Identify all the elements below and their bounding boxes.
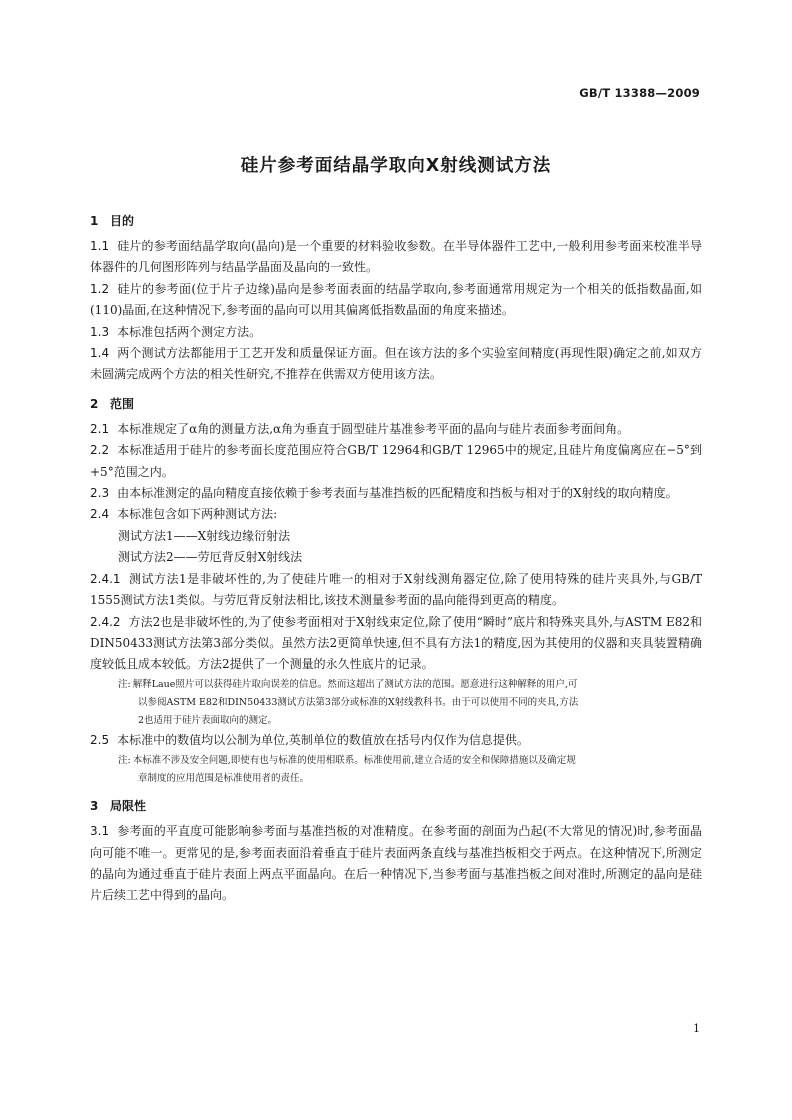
note-1-continued: 2也适用于硅片表面取向的测定。 [138,715,278,727]
clause-number: 1.1 [90,239,110,253]
section-number: 1 [90,214,99,228]
clause-text: 本标准包括两个测定方法。 [117,324,262,339]
clause-text: 本标准规定了α角的测量方法,α角为垂直于圆型硅片基准参考平面的晶向与硅片表面参考面间角。 [117,421,630,436]
clause-2-4 [90,504,702,525]
clause-3-1 [90,821,702,907]
clause-text: 硅片的参考面结晶学取向(晶向)是一个重要的材料验收参数。在半导体器件工艺中,一般利用参考面来校准半导体器件的几何图形阵列与结晶学晶面及晶向的一致性。 [90,239,702,275]
note-1-continued: 以参阅ASTM E82和DIN50433测试方法第3部分或标准的X射线教科书。由于可以使用不同的夹具,方法 [138,696,579,708]
clause-text: 本标准中的数值均以公制为单位,英制单位的数值放在括号内仅作为信息提供。 [117,733,529,748]
clause-text: 硅片的参考面(位于片子边缘)晶向是参考面表面的结晶学取向,参考面通常用规定为一个相关的低指数晶面,如(110)晶面,在这种情况下,参考面的晶向可以用其偏离低指数晶面的角度来描述。 [90,281,702,318]
clause-2-1 [90,419,702,440]
clause-text: 本标准包含如下两种测试方法: [117,507,278,522]
section-heading-1 [90,211,702,231]
section-heading-2 [90,394,702,414]
note-label: 注: [118,678,131,690]
method-item-2: 测试方法2——劳厄背反射X射线法 [118,550,303,565]
clause-2-4-2 [90,612,702,676]
clause-text: 本标准适用于硅片的参考面长度范围应符合GB/T 12964和GB/T 12965中的规定,且硅片角度偏离应在−5°到+5°范围之内。 [90,443,702,479]
clause-2-2 [90,440,702,483]
document-body [90,211,702,907]
clause-number: 2.2 [90,443,110,458]
section-heading-3 [90,796,702,816]
note-2-continued: 章制度的应用范围是标准使用者的责任。 [138,772,310,784]
clause-number: 2.1 [90,421,110,436]
note-text-line: 本标准不涉及安全问题,即使有也与标准的使用相联系。标准使用前,建立合适的安全和保障措施以及确定规 [132,754,576,766]
section-number: 2 [90,396,99,411]
clause-number: 1.4 [90,346,110,361]
clause-1-1 [90,236,702,279]
section-number: 3 [90,799,99,814]
clause-1-3 [90,322,702,343]
document-title: 硅片参考面结晶学取向X射线测试方法 [240,156,552,176]
clause-1-2 [90,279,702,322]
clause-2-4-1 [90,569,702,612]
note-1 [90,676,702,694]
clause-number: 1.2 [90,281,110,296]
note-2 [90,752,702,770]
clause-number: 2.3 [90,486,110,501]
clause-text: 参考面的平直度可能影响参考面与基准挡板的对准精度。在参考面的剖面为凸起(不大常见的情况)时,参考面晶向可能不唯一。更常见的是,参考面表面沿着垂直于硅片表面两条直线与基准挡板相交于两点。在这种情况下,所测定的晶向为通过垂直于硅片表面上两点平面晶向。在后一种情况下,当参考面与基准挡板之间对准时,所测定的晶向是硅片后续工艺中得到的晶向。 [90,824,702,903]
clause-text: 两个测试方法都能用于工艺开发和质量保证方面。但在该方法的多个实验室间精度(再现性限)确定之前,如双方未圆满完成两个方法的相关性研究,不推荐在供需双方使用该方法。 [90,346,702,382]
clause-1-4 [90,343,702,386]
clause-text: 测试方法1是非破坏性的,为了使硅片唯一的相对于X射线测角器定位,除了使用特殊的硅片夹具外,与GB/T 1555测试方法1类似。与劳厄背反射法相比,该技术测量参考面的晶向能得到更高的精度。 [90,571,702,608]
section-title: 局限性 [110,799,147,814]
method-item-1: 测试方法1——X射线边缘衍射法 [118,528,291,543]
clause-2-3 [90,483,702,504]
clause-number: 2.4 [90,507,110,522]
note-text-line: 解释Laue照片可以获得硅片取向误差的信息。然而这超出了测试方法的范围。愿意进行这种解释的用户,可 [132,678,578,690]
clause-number: 3.1 [90,824,110,839]
clause-number: 2.5 [90,733,110,748]
section-title: 范围 [110,396,135,411]
clause-text: 方法2也是非破坏性的,为了使参考面相对于X射线束定位,除了使用“瞬时”底片和特殊夹具外,与ASTM E82和DIN50433测试方法第3部分类似。虽然方法2更简单快速,但不具有方法1的精度,因为其使用的仪器和夹具装置精确度较低且成本较低。方法2提供了一个测量的永久性底片的记录。 [90,614,702,672]
section-title: 目的 [110,214,135,228]
standard-id: GB/T 13388—2009 [579,86,700,100]
page-number: 1 [693,1022,700,1035]
clause-text: 由本标准测定的晶向精度直接依赖于参考表面与基准挡板的匹配精度和挡板与相对于的X射线的取向精度。 [117,486,678,501]
clause-number: 2.4.1 [90,571,121,586]
clause-2-5 [90,730,702,751]
note-label: 注: [118,754,131,766]
clause-number: 2.4.2 [90,614,121,629]
clause-number: 1.3 [90,324,110,339]
